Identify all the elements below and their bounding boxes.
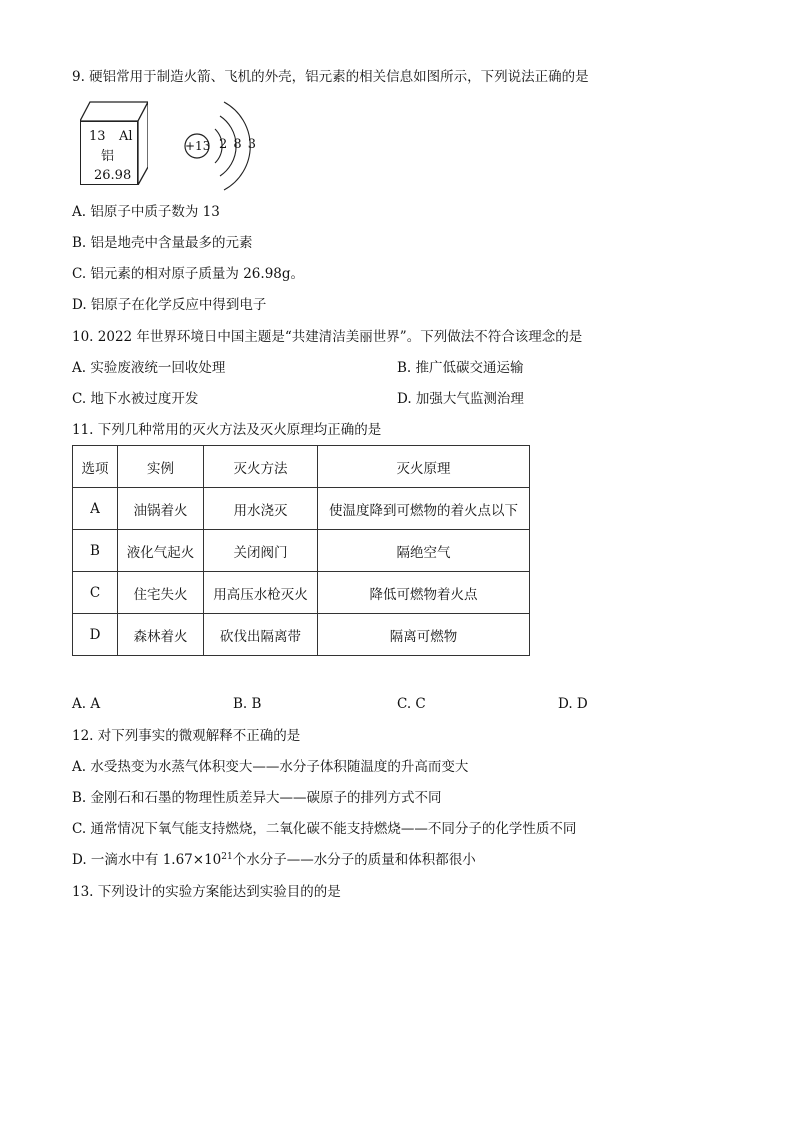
table-header-row [73, 446, 530, 488]
q9-option-d[interactable]: D. 铝原子在化学反应中得到电子 [72, 297, 267, 313]
table-cell: B [73, 530, 118, 572]
q10-option-c[interactable]: C. 地下水被过度开发 [72, 391, 199, 407]
table-cell: 液化气起火 [118, 530, 204, 572]
table-row [73, 530, 530, 572]
element-symbol: Al [119, 129, 133, 144]
atom-structure-diagram [182, 96, 262, 196]
question-11-stem: 11. 下列几种常用的灭火方法及灭火原理均正确的是 [72, 422, 382, 438]
table-cell: 油锅着火 [118, 488, 204, 530]
table-cell: 隔离可燃物 [318, 614, 530, 656]
table-cell: 隔绝空气 [318, 530, 530, 572]
table-cell: 关闭阀门 [204, 530, 318, 572]
table-cell: D [73, 614, 118, 656]
table-cell: 森林着火 [118, 614, 204, 656]
q10-option-a[interactable]: A. 实验废液统一回收处理 [72, 360, 226, 376]
q10-option-d[interactable]: D. 加强大气监测治理 [397, 391, 524, 407]
q12-option-d-suffix: 个水分子——水分子的质量和体积都很小 [232, 852, 476, 868]
table-cell: A [73, 488, 118, 530]
q11-option-c[interactable]: C. C [397, 696, 426, 712]
nucleus-charge: +13 [185, 139, 211, 153]
table-cell: 使温度降到可燃物的着火点以下 [318, 488, 530, 530]
question-12-stem: 12. 对下列事实的微观解释不正确的是 [72, 728, 301, 744]
q9-option-b[interactable]: B. 铝是地壳中含量最多的元素 [72, 235, 253, 251]
atomic-mass: 26.98 [94, 168, 132, 183]
table-cell: 降低可燃物着火点 [318, 572, 530, 614]
q9-option-c[interactable]: C. 铝元素的相对原子质量为 26.98g。 [72, 266, 305, 282]
q9-option-a[interactable]: A. 铝原子中质子数为 13 [72, 204, 220, 220]
element-cell-aluminum [80, 101, 148, 185]
table-row [73, 572, 530, 614]
header-option: 选项 [73, 446, 118, 488]
header-example: 实例 [118, 446, 204, 488]
table-row [73, 614, 530, 656]
q12-option-d-exponent: 21 [221, 852, 233, 862]
table-cell: C [73, 572, 118, 614]
electron-counts: 2 8 3 [219, 137, 257, 152]
q10-option-b[interactable]: B. 推广低碳交通运输 [397, 360, 524, 376]
question-10-stem: 10. 2022 年世界环境日中国主题是“共建清洁美丽世界”。下列做法不符合该理念的是 [72, 329, 583, 345]
q12-option-d[interactable] [72, 851, 476, 869]
table-cell: 用水浇灭 [204, 488, 318, 530]
atomic-number: 13 [89, 129, 106, 144]
fire-methods-table [72, 445, 530, 656]
table-cell: 用高压水枪灭火 [204, 572, 318, 614]
element-name: 铝 [101, 149, 115, 164]
question-13-stem: 13. 下列设计的实验方案能达到实验目的的是 [72, 884, 341, 900]
table-cell: 住宅失火 [118, 572, 204, 614]
table-cell: 砍伐出隔离带 [204, 614, 318, 656]
header-method: 灭火方法 [204, 446, 318, 488]
q11-option-d[interactable]: D. D [558, 696, 588, 712]
question-9-stem: 9. 硬铝常用于制造火箭、飞机的外壳，铝元素的相关信息如图所示，下列说法正确的是 [72, 69, 589, 85]
header-principle: 灭火原理 [318, 446, 530, 488]
q12-option-b[interactable]: B. 金刚石和石墨的物理性质差异大——碳原子的排列方式不同 [72, 790, 442, 806]
q12-option-c[interactable]: C. 通常情况下氧气能支持燃烧，二氧化碳不能支持燃烧——不同分子的化学性质不同 [72, 821, 577, 837]
q12-option-a[interactable]: A. 水受热变为水蒸气体积变大——水分子体积随温度的升高而变大 [72, 759, 469, 775]
q11-option-a[interactable]: A. A [72, 696, 101, 712]
q11-option-b[interactable]: B. B [233, 696, 262, 712]
table-row [73, 488, 530, 530]
q12-option-d-prefix: D. 一滴水中有 1.67×10 [72, 852, 222, 868]
